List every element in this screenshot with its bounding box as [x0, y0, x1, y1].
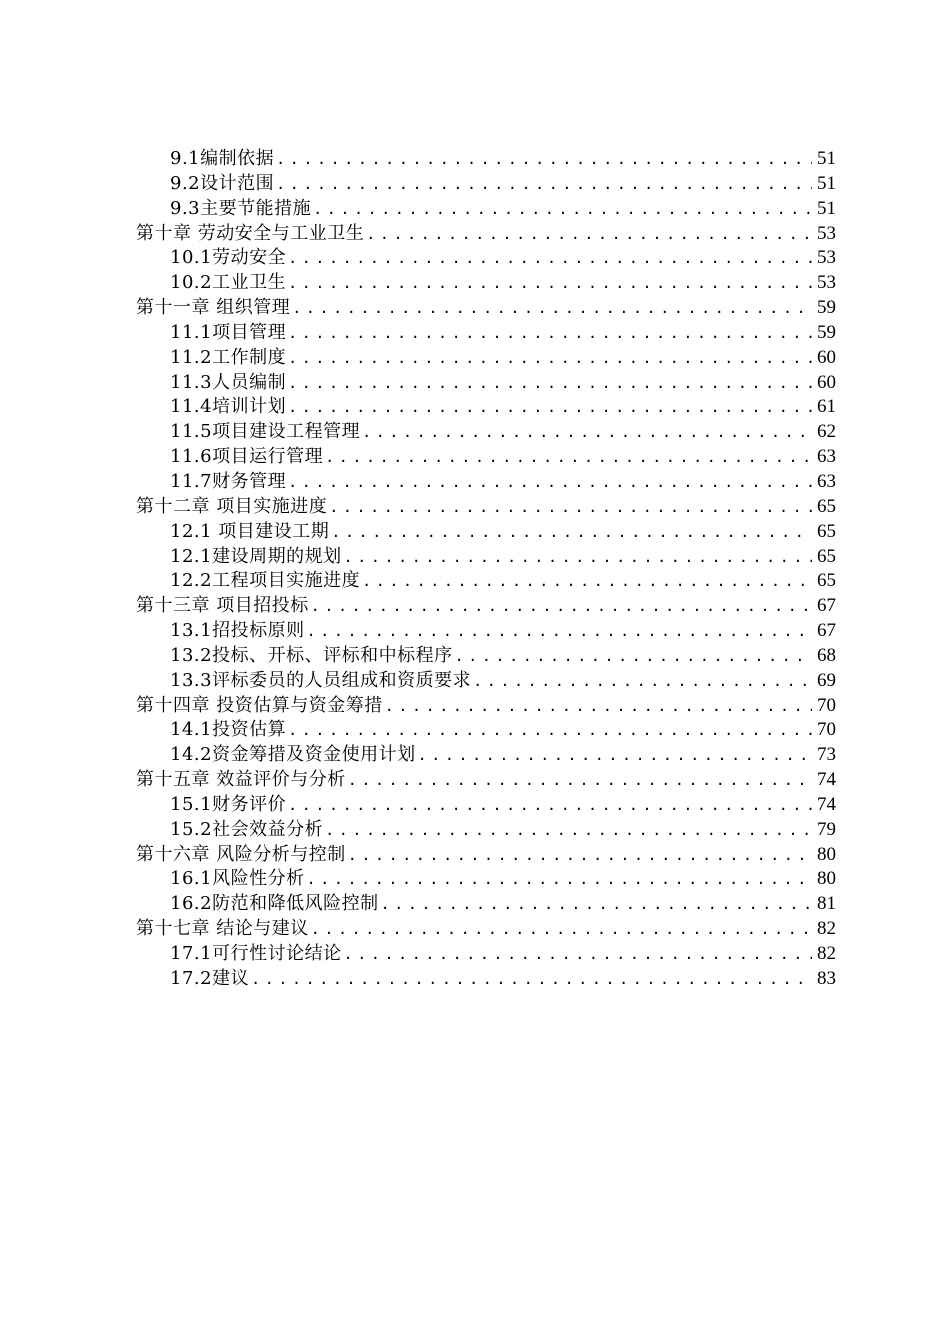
- toc-dot-leader: [385, 694, 812, 719]
- toc-section-entry[interactable]: [136, 420, 836, 445]
- toc-dot-leader: [288, 395, 812, 420]
- toc-entry-page-number: 67: [817, 620, 836, 642]
- toc-dot-leader: [292, 296, 812, 321]
- toc-section-entry[interactable]: [136, 743, 836, 768]
- toc-entry-title: 9.2设计范围: [170, 172, 275, 194]
- toc-dot-leader: [288, 246, 812, 271]
- toc-entry-page-number: 51: [817, 148, 836, 169]
- toc-dot-leader: [362, 569, 812, 594]
- toc-section-entry[interactable]: [136, 172, 836, 197]
- toc-section-entry[interactable]: [136, 545, 836, 570]
- toc-entry-page-number: 80: [817, 868, 836, 890]
- toc-entry-page-number: 63: [817, 470, 836, 492]
- toc-entry-page-number: 60: [817, 346, 836, 368]
- toc-dot-leader: [473, 669, 812, 694]
- toc-entry-page-number: 61: [817, 396, 836, 418]
- toc-entry-title: 14.1投资估算: [170, 719, 287, 741]
- toc-dot-leader: [348, 843, 812, 868]
- toc-entry-page-number: 59: [817, 321, 836, 343]
- toc-entry-page-number: 65: [817, 495, 836, 517]
- toc-dot-leader: [288, 371, 812, 396]
- toc-entry-title: 11.4培训计划: [170, 396, 287, 418]
- toc-entry-title: 9.1编制依据: [170, 148, 275, 169]
- toc-entry-title: 15.2社会效益分析: [170, 818, 324, 840]
- toc-entry-title: 11.3人员编制: [170, 371, 287, 393]
- toc-entry-page-number: 74: [817, 793, 836, 815]
- toc-entry-page-number: 70: [817, 694, 836, 716]
- toc-section-entry[interactable]: [136, 197, 836, 222]
- toc-entry-title: 第十二章 项目实施进度: [136, 495, 328, 517]
- toc-dot-leader: [288, 470, 812, 495]
- toc-entry-page-number: 62: [817, 421, 836, 443]
- toc-section-entry[interactable]: [136, 892, 836, 917]
- toc-entry-page-number: 79: [817, 818, 836, 840]
- toc-entry-page-number: 80: [817, 843, 836, 865]
- toc-section-entry[interactable]: [136, 246, 836, 271]
- toc-section-entry[interactable]: [136, 395, 836, 420]
- toc-entry-page-number: 60: [817, 371, 836, 393]
- toc-dot-leader: [325, 445, 812, 470]
- toc-chapter-entry[interactable]: [136, 843, 836, 868]
- toc-entry-title: 14.2资金筹措及资金使用计划: [170, 744, 416, 766]
- toc-dot-leader: [288, 271, 812, 296]
- toc-dot-leader: [344, 545, 812, 570]
- toc-section-entry[interactable]: [136, 942, 836, 967]
- toc-entry-page-number: 81: [817, 893, 836, 915]
- toc-section-entry[interactable]: [136, 470, 836, 495]
- toc-entry-page-number: 53: [817, 222, 836, 244]
- toc-section-entry[interactable]: [136, 867, 836, 892]
- toc-entry-page-number: 51: [817, 172, 836, 194]
- toc-entry-title: 11.5项目建设工程管理: [170, 421, 361, 443]
- toc-section-entry[interactable]: [136, 147, 836, 172]
- toc-entry-title: 16.1风险性分析: [170, 868, 305, 890]
- toc-chapter-entry[interactable]: [136, 594, 836, 619]
- toc-dot-leader: [311, 917, 812, 942]
- toc-entry-page-number: 68: [817, 644, 836, 666]
- toc-chapter-entry[interactable]: [136, 296, 836, 321]
- toc-entry-title: 11.7财务管理: [170, 470, 287, 492]
- toc-entry-page-number: 65: [817, 520, 836, 542]
- toc-dot-leader: [288, 321, 812, 346]
- toc-entry-title: 13.2投标、开标、评标和中标程序: [170, 644, 453, 666]
- toc-dot-leader: [418, 743, 812, 768]
- toc-dot-leader: [288, 718, 812, 743]
- toc-entry-page-number: 83: [817, 967, 836, 989]
- toc-section-entry[interactable]: [136, 793, 836, 818]
- toc-entry-title: 11.2工作制度: [170, 346, 287, 368]
- toc-entry-page-number: 63: [817, 446, 836, 468]
- toc-dot-leader: [276, 147, 812, 172]
- toc-dot-leader: [311, 594, 812, 619]
- toc-entry-page-number: 67: [817, 595, 836, 617]
- toc-entry-title: 17.2建议: [170, 967, 250, 989]
- toc-dot-leader: [348, 768, 812, 793]
- toc-entry-title: 15.1财务评价: [170, 793, 287, 815]
- toc-dot-leader: [307, 867, 812, 892]
- toc-dot-leader: [455, 644, 812, 669]
- toc-chapter-entry[interactable]: [136, 768, 836, 793]
- toc-section-entry[interactable]: [136, 619, 836, 644]
- toc-entry-title: 第十一章 组织管理: [136, 297, 291, 319]
- toc-dot-leader: [381, 892, 812, 917]
- toc-entry-title: 16.2防范和降低风险控制: [170, 893, 379, 915]
- toc-entry-page-number: 82: [817, 943, 836, 964]
- toc-entry-title: 17.1可行性讨论结论: [170, 943, 342, 964]
- toc-chapter-entry[interactable]: [136, 694, 836, 719]
- toc-dot-leader: [344, 942, 812, 967]
- toc-section-entry[interactable]: [136, 818, 836, 843]
- toc-entry-title: 12.1建设周期的规划: [170, 545, 342, 567]
- toc-dot-leader: [362, 420, 812, 445]
- toc-chapter-entry[interactable]: [136, 917, 836, 942]
- toc-dot-leader: [313, 197, 812, 222]
- toc-entry-title: 12.1 项目建设工期: [170, 520, 330, 542]
- table-of-contents: [136, 147, 836, 992]
- toc-section-entry[interactable]: [136, 967, 836, 992]
- toc-entry-title: 第十六章 风险分析与控制: [136, 843, 346, 865]
- toc-entry-title: 第十五章 效益评价与分析: [136, 769, 346, 791]
- toc-entry-title: 11.1项目管理: [170, 321, 287, 343]
- toc-entry-page-number: 65: [817, 545, 836, 567]
- toc-entry-page-number: 82: [817, 918, 836, 940]
- toc-chapter-entry[interactable]: [136, 222, 836, 247]
- toc-entry-title: 第十四章 投资估算与资金筹措: [136, 694, 383, 716]
- toc-section-entry[interactable]: [136, 271, 836, 296]
- toc-section-entry[interactable]: [136, 569, 836, 594]
- toc-entry-title: 12.2工程项目实施进度: [170, 570, 361, 592]
- toc-dot-leader: [366, 222, 812, 247]
- toc-entry-page-number: 70: [817, 719, 836, 741]
- toc-dot-leader: [307, 619, 812, 644]
- toc-entry-page-number: 65: [817, 570, 836, 592]
- toc-entry-title: 9.3主要节能措施: [170, 197, 312, 219]
- toc-dot-leader: [325, 818, 812, 843]
- toc-dot-leader: [288, 793, 812, 818]
- toc-dot-leader: [288, 346, 812, 371]
- toc-entry-title: 13.3评标委员的人员组成和资质要求: [170, 669, 472, 691]
- toc-entry-title: 10.2工业卫生: [170, 272, 287, 294]
- toc-entry-title: 10.1劳动安全: [170, 247, 287, 269]
- toc-section-entry[interactable]: [136, 644, 836, 669]
- toc-entry-page-number: 69: [817, 669, 836, 691]
- toc-dot-leader: [276, 172, 812, 197]
- toc-entry-page-number: 74: [817, 769, 836, 791]
- toc-entry-title: 第十七章 结论与建议: [136, 918, 309, 940]
- toc-entry-page-number: 59: [817, 297, 836, 319]
- toc-entry-title: 第十三章 项目招投标: [136, 595, 309, 617]
- toc-entry-title: 13.1招投标原则: [170, 620, 305, 642]
- toc-section-entry[interactable]: [136, 346, 836, 371]
- toc-section-entry[interactable]: [136, 718, 836, 743]
- toc-dot-leader: [251, 967, 812, 992]
- toc-entry-page-number: 53: [817, 247, 836, 269]
- toc-section-entry[interactable]: [136, 669, 836, 694]
- toc-entry-page-number: 73: [817, 744, 836, 766]
- toc-section-entry[interactable]: [136, 520, 836, 545]
- toc-section-entry[interactable]: [136, 445, 836, 470]
- toc-entry-page-number: 51: [817, 197, 836, 219]
- toc-entry-title: 11.6项目运行管理: [170, 446, 324, 468]
- toc-dot-leader: [329, 495, 812, 520]
- toc-entry-title: 第十章 劳动安全与工业卫生: [136, 222, 365, 244]
- toc-entry-page-number: 53: [817, 272, 836, 294]
- toc-dot-leader: [331, 520, 812, 545]
- toc-section-entry[interactable]: [136, 321, 836, 346]
- toc-section-entry[interactable]: [136, 371, 836, 396]
- toc-chapter-entry[interactable]: [136, 495, 836, 520]
